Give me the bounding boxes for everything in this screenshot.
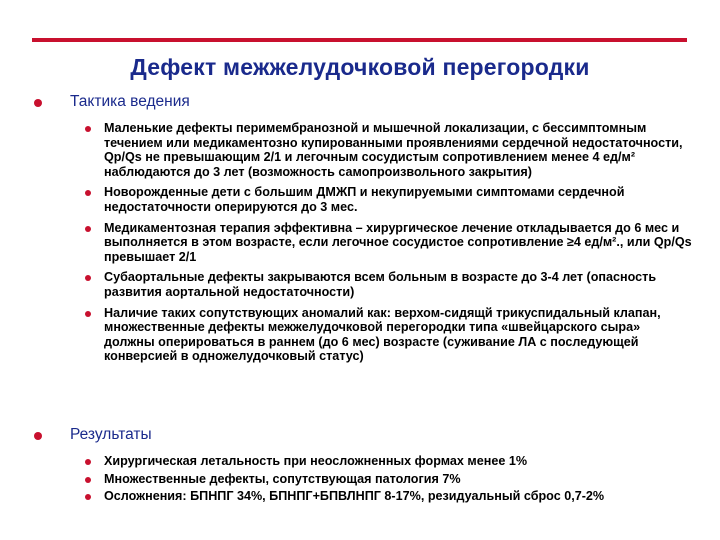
list-item-text: Наличие таких сопутствующих аномалий как: верхом-сидящй трикуспидальный клапан, множественные дефекты межжелудочковой перегородки типа «швейцарского сыра» должны оперироваться в раннем (до 6 мес) возрасте (суживание ЛА с последующей конверсией в одножелудочковый статус) [104,305,661,364]
list-item [104,185,694,214]
item-bullet [85,494,91,500]
item-bullet [85,275,91,281]
list-item-text: Маленькие дефекты перимембранозной и мышечной локализации, с бессимптомным течением или медикаментозно купированными проявлениями сердечной недостаточности, Qp/Qs не превышающим 2/1 и легочным сосудистым сопротивлением менее 4 ед/м² наблюдаются до 3 лет (возможность самопроизвольного закрытия) [104,121,683,179]
item-bullet [85,226,91,232]
list-item [104,270,694,299]
list-item [104,454,694,469]
list-item-text: Медикаментозная терапия эффективна – хирургическое лечение откладывается до 6 мес и выполняется в этом возрасте, если легочное сосудистое сопротивление ≥4 ед/м²., или Qp/Qs превышает 2/1 [104,220,692,264]
list-item-text: Множественные дефекты, сопутствующая патология 7% [104,471,461,486]
list-item [104,306,694,364]
list-item-text: Хирургическая летальность при неосложненных формах менее 1% [104,454,528,468]
title-rule [32,38,687,42]
item-bullet [85,190,91,196]
list-item-text: Субаортальные дефекты закрываются всем больным в возрасте до 3-4 лет (опасность развития аортальной недостаточности) [104,270,657,299]
results-list [104,454,694,504]
list-item [104,121,694,179]
item-bullet [85,126,91,132]
section-bullet [34,99,42,107]
item-bullet [85,459,91,465]
section-heading-results: Результаты [70,426,152,443]
item-bullet [85,477,91,483]
list-item [104,221,694,265]
item-bullet [85,311,91,317]
list-item [104,472,694,487]
management-list [104,121,694,364]
list-item [104,489,694,504]
section-heading-management: Тактика ведения [70,93,190,110]
list-item-text: Осложнения: БПНПГ 34%, БПНПГ+БПВЛНПГ 8-17%, резидуальный сброс 0,7-2% [104,489,605,504]
list-item-text: Новорожденные дети с большим ДМЖП и некупируемыми симптомами сердечной недостаточности оперируются до 3 мес. [104,185,625,214]
slide-title: Дефект межжелудочковой перегородки [130,54,590,80]
section-bullet [34,432,42,440]
